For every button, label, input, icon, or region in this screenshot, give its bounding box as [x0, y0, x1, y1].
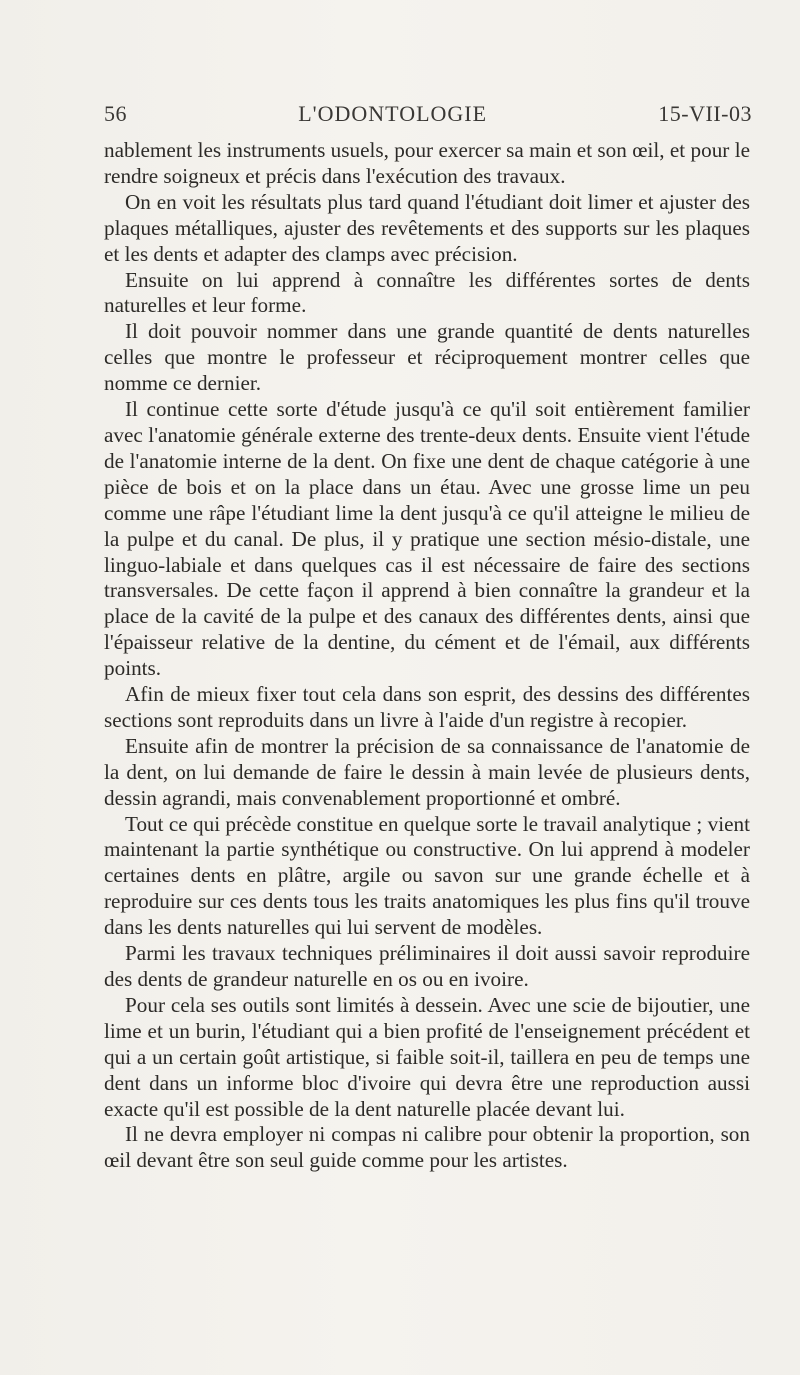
running-header	[104, 101, 752, 131]
paragraph: Il doit pouvoir nommer dans une grande quantité de dents naturelles celles que montre le professeur et réciproquement montrer celles que nomme ce dernier.	[104, 319, 750, 396]
body-text	[104, 138, 750, 1174]
paragraph-continuation: nablement les instruments usuels, pour exercer sa main et son œil, et pour le rendre soigneux et précis dans l'exécution des travaux.	[104, 138, 750, 188]
paragraph: Tout ce qui précède constitue en quelque sorte le travail analytique ; vient maintenant la partie synthétique ou constructive. On lui apprend à modeler certaines dents en plâtre, argile ou savon sur une grande échelle et à reproduire sur ces dents tous les traits anatomiques les plus fins qu'il trouve dans les dents naturelles qui lui servent de modèles.	[104, 811, 750, 940]
paragraph: Il continue cette sorte d'étude jusqu'à ce qu'il soit entièrement familier avec l'anatomie générale externe des trente-deux dents. Ensuite vient l'étude de l'anatomie interne de la dent. On fixe une dent de chaque catégorie à une pièce de bois et on la place dans un étau. Avec une grosse lime un peu comme une râpe l'étudiant lime la dent jusqu'à ce qu'il atteigne le milieu de la pulpe et du canal. De plus, il y pratique une section mésio-distale, une linguo-labiale et dans quelques cas il est nécessaire de faire des sections transversales. De cette façon il apprend à bien connaître la grandeur et la place de la cavité de la pulpe et des canaux des différentes dents, ainsi que l'épaisseur relative de la dentine, du cément et de l'émail, aux différents points.	[104, 397, 750, 681]
issue-date: 15-VII-03	[658, 101, 752, 126]
paragraph: Pour cela ses outils sont limités à dessein. Avec une scie de bijoutier, une lime et un burin, l'étudiant qui a bien profité de l'enseignement précédent et qui a un certain goût artistique, si faible soit-il, taillera en peu de temps une dent dans un informe bloc d'ivoire qui devra être une reproduction aussi exacte qu'il est possible de la dent naturelle placée devant lui.	[104, 992, 750, 1121]
page-number: 56	[104, 101, 127, 126]
paragraph: Il ne devra employer ni compas ni calibre pour obtenir la proportion, son œil devant être son seul guide comme pour les artistes.	[104, 1122, 750, 1173]
paragraph: Ensuite on lui apprend à connaître les différentes sortes de dents naturelles et leur forme.	[104, 267, 750, 318]
paragraph: Afin de mieux fixer tout cela dans son esprit, des dessins des différentes sections sont reproduits dans un livre à l'aide d'un registre à recopier.	[104, 682, 750, 732]
paragraph: On en voit les résultats plus tard quand l'étudiant doit limer et ajuster des plaques métalliques, ajuster des revêtements et des supports sur les plaques et les dents et adapter des clamps avec précision.	[104, 189, 750, 266]
journal-title: L'ODONTOLOGIE	[298, 101, 488, 126]
paragraph: Parmi les travaux techniques préliminaires il doit aussi savoir reproduire des dents de grandeur naturelle en os ou en ivoire.	[104, 941, 750, 991]
paragraph: Ensuite afin de montrer la précision de sa connaissance de l'anatomie de la dent, on lui demande de faire le dessin à main levée de plusieurs dents, dessin agrandi, mais convenablement proportionné et ombré.	[104, 733, 750, 810]
